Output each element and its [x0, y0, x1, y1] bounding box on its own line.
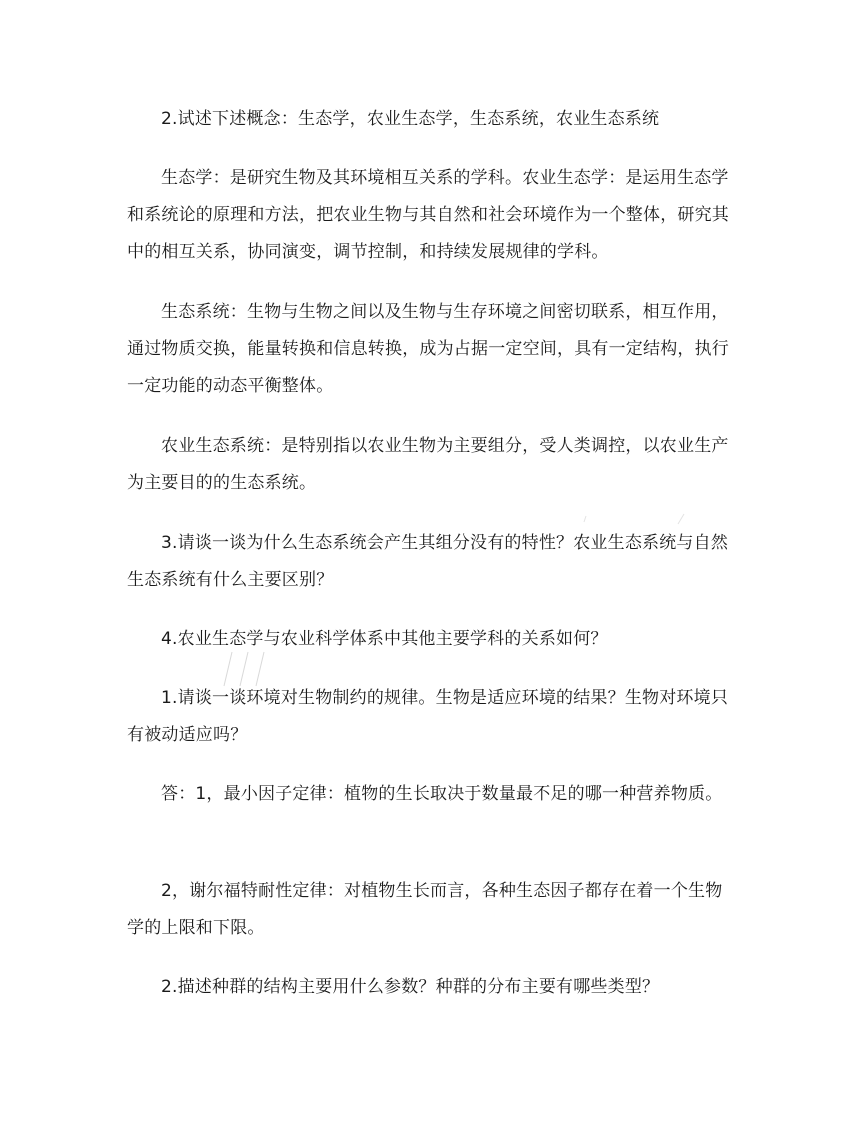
answer-ecosystem-definition: 生态系统：生物与生物之间以及生物与生存环境之间密切联系，相互作用，通过物质交换，能量转换和信息转换，成为占据一定空间，具有一定结构，执行一定功能的动态平衡整体。	[127, 302, 729, 396]
question-3-ecosystem-properties: 3.请谈一谈为什么生态系统会产生其组分没有的特性？农业生态系统与自然生态系统有什么主要区别？	[127, 533, 729, 590]
question-1-environment-rules: 1.请谈一谈环境对生物制约的规律。生物是适应环境的结果？生物对环境只有被动适应吗？	[127, 688, 729, 745]
answer-law-of-minimum: 答：1，最小因子定律：植物的生长取决于数量最不足的哪一种营养物质。	[161, 784, 723, 804]
answer-agro-ecosystem-definition: 农业生态系统：是特别指以农业生物为主要组分，受人类调控，以农业生产为主要目的的生态系统。	[127, 436, 729, 493]
question-4-discipline-relations: 4.农业生态学与农业科学体系中其他主要学科的关系如何？	[161, 629, 608, 649]
question-2-concepts: 2.试述下述概念：生态学，农业生态学，生态系统，农业生态系统	[161, 109, 660, 129]
answer-law-of-tolerance: 2，谢尔福特耐性定律：对植物生长而言，各种生态因子都存在着一个生物学的上限和下限。	[127, 881, 723, 938]
answer-ecology-definition: 生态学：是研究生物及其环境相互关系的学科。农业生态学：是运用生态学和系统论的原理和方法，把农业生物与其自然和社会环境作为一个整体，研究其中的相互关系，协同演变，调节控制，和持续发展规律的学科。	[127, 168, 729, 262]
question-2-population-structure: 2.描述种群的结构主要用什么参数？种群的分布主要有哪些类型？	[161, 977, 660, 997]
